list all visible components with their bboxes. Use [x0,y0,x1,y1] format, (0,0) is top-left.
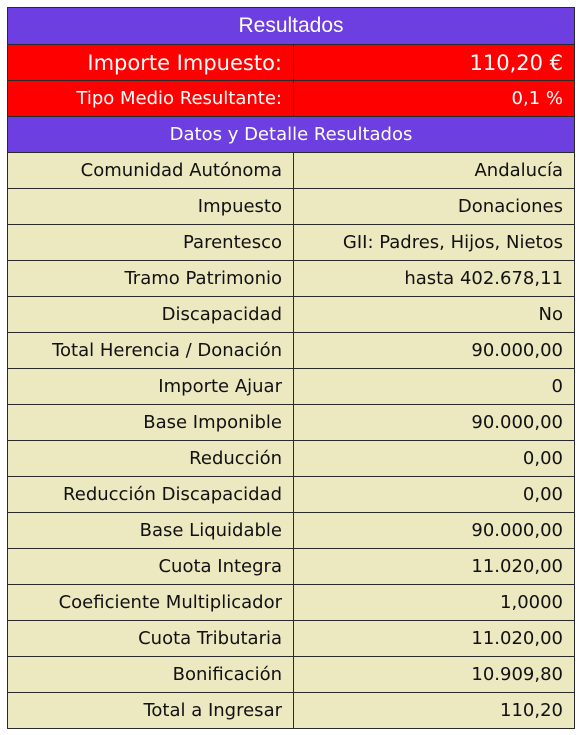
table-row [8,333,574,369]
row-label: Cuota Integra [8,549,294,584]
row-value: 11.020,00 [294,621,574,656]
table-row [8,225,574,261]
section-title: Datos y Detalle Resultados [8,117,574,153]
row-value: Donaciones [294,189,574,224]
row-value: hasta 402.678,11 [294,261,574,296]
table-row [8,441,574,477]
row-label: Base Imponible [8,405,294,440]
table-row [8,189,574,225]
row-label: Coeficiente Multiplicador [8,585,294,620]
row-value: 0,00 [294,477,574,512]
summary-value: 110,20 € [294,45,574,80]
results-table [7,7,575,729]
row-label: Importe Ajuar [8,369,294,404]
row-label: Cuota Tributaria [8,621,294,656]
row-label: Discapacidad [8,297,294,332]
table-row [8,585,574,621]
row-label: Reducción [8,441,294,476]
row-label: Base Liquidable [8,513,294,548]
summary-label: Importe Impuesto: [8,45,294,80]
row-label: Bonificación [8,657,294,692]
row-label: Tramo Patrimonio [8,261,294,296]
row-label: Total Herencia / Donación [8,333,294,368]
row-value: 90.000,00 [294,405,574,440]
row-value: 0,00 [294,441,574,476]
row-value: 90.000,00 [294,513,574,548]
results-title: Resultados [8,8,574,45]
row-value: 1,0000 [294,585,574,620]
table-row [8,153,574,189]
table-row [8,693,574,728]
table-row [8,297,574,333]
row-label: Parentesco [8,225,294,260]
row-label: Reducción Discapacidad [8,477,294,512]
summary-row-importe-impuesto [8,45,574,81]
row-value: 110,20 [294,693,574,728]
row-label: Total a Ingresar [8,693,294,728]
row-value: 90.000,00 [294,333,574,368]
table-row [8,477,574,513]
summary-label: Tipo Medio Resultante: [8,81,294,116]
row-label: Comunidad Autónoma [8,153,294,188]
table-row [8,657,574,693]
row-value: 10.909,80 [294,657,574,692]
table-row [8,405,574,441]
table-row [8,549,574,585]
table-row [8,261,574,297]
row-value: GII: Padres, Hijos, Nietos [294,225,574,260]
summary-value: 0,1 % [294,81,574,116]
table-row [8,513,574,549]
summary-row-tipo-medio [8,81,574,117]
detail-rows [8,153,574,728]
row-value: 0 [294,369,574,404]
row-label: Impuesto [8,189,294,224]
table-row [8,621,574,657]
row-value: Andalucía [294,153,574,188]
row-value: No [294,297,574,332]
table-row [8,369,574,405]
row-value: 11.020,00 [294,549,574,584]
